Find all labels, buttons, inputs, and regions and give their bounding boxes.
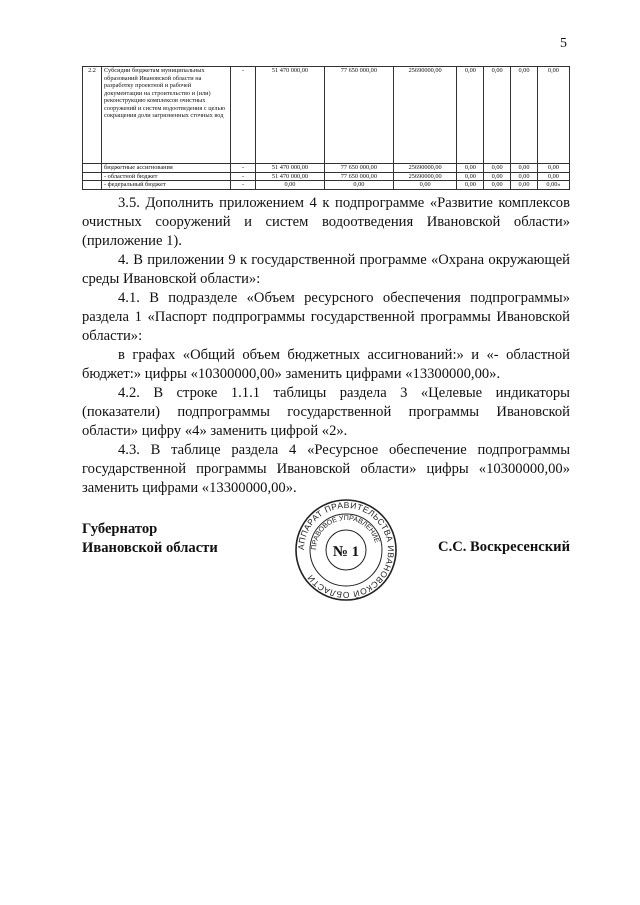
signatory-title: Губернатор Ивановской области — [82, 521, 218, 556]
table-cell: 0,00 — [457, 164, 484, 173]
table-cell: - областной бюджет — [102, 172, 231, 181]
table-cell: 0,00 — [484, 67, 511, 164]
table-cell: 0,00 — [457, 172, 484, 181]
table-cell: 51 470 000,00 — [256, 172, 325, 181]
svg-text:№ 1: № 1 — [332, 544, 360, 560]
table-cell: 51 470 000,00 — [256, 164, 325, 173]
table-cell — [83, 181, 102, 190]
table-row — [83, 67, 570, 164]
table-cell: 0,00 — [537, 172, 569, 181]
table-cell: 25690000,00 — [393, 67, 457, 164]
table-row — [83, 181, 570, 190]
table-cell: - федеральный бюджет — [102, 181, 231, 190]
table-cell: 0,00 — [324, 181, 393, 190]
table-cell: 0,00 — [484, 164, 511, 173]
svg-text:АППАРАТ ПРАВИТЕЛЬСТВА ИВАНОВСК: АППАРАТ ПРАВИТЕЛЬСТВА ИВАНОВСКОЙ ОБЛАСТИ — [295, 499, 397, 601]
table-cell: - — [231, 164, 256, 173]
table-cell: 0,00 — [511, 181, 538, 190]
table-cell: 0,00 — [484, 181, 511, 190]
table-cell — [83, 172, 102, 181]
table-row — [83, 164, 570, 173]
table-cell: 25690000,00 — [393, 164, 457, 173]
paragraph: 3.5. Дополнить приложением 4 к подпрограмме «Развитие комплексов очистных сооружений и систем водоотведения Ивановской области» (приложение 1). — [82, 195, 570, 249]
paragraph: 4. В приложении 9 к государственной программе «Охрана окружающей среды Ивановской области»: — [82, 252, 570, 287]
paragraph: 4.1. В подразделе «Объем ресурсного обеспечения подпрограммы» раздела 1 «Паспорт подпрограммы государственной программы Ивановской области»: — [82, 290, 570, 344]
table-cell: 0,00 — [484, 172, 511, 181]
signature-block — [82, 499, 570, 630]
table-cell: 77 650 000,00 — [324, 164, 393, 173]
paragraph: в графах «Общий объем бюджетных ассигнований:» и «- областной бюджет:» цифры «10300000,00» заменить цифрами «13300000,00». — [82, 347, 570, 382]
table-cell: 0,00 — [511, 164, 538, 173]
table-cell: Субсидии бюджетам муниципальных образований Ивановской области на разработку проектной и рабочей документации на строительство и (или) реконструкцию комплексов очистных сооружений и систем водоотведения с целью сокращения доли загрязненных сточных вод — [102, 67, 231, 164]
table-cell: 0,00 — [457, 181, 484, 190]
table-cell: 77 650 000,00 — [324, 67, 393, 164]
table-cell: 0,00 — [393, 181, 457, 190]
paragraph: 4.2. В строке 1.1.1 таблицы раздела 3 «Целевые индикаторы (показатели) подпрограммы государственной программы Ивановской области» цифру «4» заменить цифрой «2». — [82, 385, 570, 439]
table-cell: бюджетные ассигнования — [102, 164, 231, 173]
table-cell: 77 650 000,00 — [324, 172, 393, 181]
paragraph: 4.3. В таблице раздела 4 «Ресурсное обеспечение подпрограммы государственной программы Ивановской области» цифры «10300000,00» заменить цифрами «13300000,00». — [82, 442, 570, 496]
table-cell: - — [231, 181, 256, 190]
table-cell: - — [231, 67, 256, 164]
table-cell: 2.2 — [83, 67, 102, 164]
table-cell — [83, 164, 102, 173]
table-cell: 0,00 — [511, 67, 538, 164]
budget-table — [82, 66, 570, 190]
table-cell: 0,00 — [256, 181, 325, 190]
table-cell: 51 470 000,00 — [256, 67, 325, 164]
table-cell: - — [231, 172, 256, 181]
signatory-name: С.С. Воскресенский — [438, 539, 570, 555]
svg-text:ПРАВОВОЕ УПРАВЛЕНИЕ: ПРАВОВОЕ УПРАВЛЕНИЕ — [310, 514, 381, 551]
official-seal — [294, 498, 398, 602]
table-cell: 0,00 — [537, 67, 569, 164]
table-cell: 25690000,00 — [393, 172, 457, 181]
table-cell: 0,00» — [537, 181, 569, 190]
table-row — [83, 172, 570, 181]
table-cell: 0,00 — [457, 67, 484, 164]
table-cell: 0,00 — [511, 172, 538, 181]
document-body — [82, 194, 570, 498]
table-cell: 0,00 — [537, 164, 569, 173]
page-number: 5 — [560, 36, 567, 51]
